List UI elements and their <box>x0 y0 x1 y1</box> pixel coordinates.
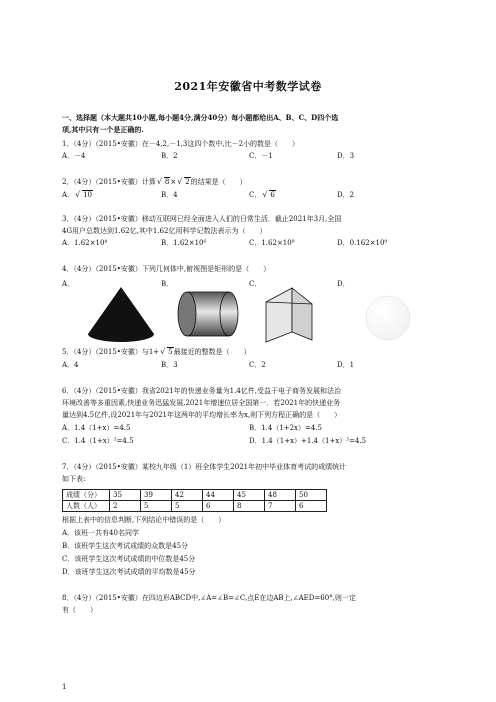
q3-stem-line2: 4G用户总数达到1.62亿,其中1.62亿用科学记数法表示为（ ） <box>62 227 267 235</box>
q5-option-a: A．4 <box>62 361 79 369</box>
table-cell: 成绩（分） <box>63 490 110 501</box>
section-heading <box>62 112 438 136</box>
q3-option-d: D．0.162×10⁹ <box>337 239 388 247</box>
q5-stem: 5．（4分）（2015•安徽）与1+√ 5最接近的整数是（ ） <box>62 347 251 358</box>
table-cell: 7 <box>265 501 296 512</box>
q7-stem-line1: 7．（4分）（2015•安徽）某校九年级（1）班全体学生2021年初中毕业体育考试的成绩统计 <box>62 463 347 471</box>
sphere-figure <box>362 292 414 344</box>
table-cell: 50 <box>296 490 327 501</box>
table-row <box>63 501 327 512</box>
q6-stem-line1: 6．（4分）（2015•安徽）我省2021年的快递业务量为1.4亿件,受益于电子商务发展和法治 <box>62 387 342 395</box>
cylinder-figure <box>177 288 243 342</box>
q8-stem-line2: 有（ ） <box>62 606 97 614</box>
q4-stem: 4．（4分）（2015•安徽）下列几何体中,俯视图是矩形的是（ ） <box>62 265 271 273</box>
table-cell: 2 <box>110 501 141 512</box>
q8-stem-line1: 8．（4分）（2015•安徽）在四边形ABCD中,∠A=∠B=∠C,点E在边AB上,∠AED=60°,则一定 <box>62 594 356 602</box>
q1-option-d: D．3 <box>337 152 355 160</box>
q6-option-b: B．1.4（1+2x）=4.5 <box>249 424 322 432</box>
q2-option-b: B．4 <box>161 191 178 199</box>
q5-option-d: D．1 <box>337 361 355 369</box>
q2-stem-pre: 2．（4分）（2015•安徽）计算 <box>62 178 156 186</box>
q7-option-c: C．该班学生这次考试成绩的中位数是45分 <box>62 555 196 563</box>
q2-option-d: D．2 <box>337 191 355 199</box>
table-row <box>63 490 327 501</box>
table-cell: 5 <box>172 501 203 512</box>
q5-option-c: C．2 <box>249 361 266 369</box>
q2-option-a: A．√ 10 <box>62 190 93 201</box>
page-number: 1 <box>62 683 67 691</box>
q6-stem-line3: 量达到4.5亿件,设2021年与2021年这两年的平均增长率为x,则下列方程正确的是（ ） <box>62 411 342 419</box>
q4-option-d: D． <box>337 280 350 288</box>
q6-option-d: D．1.4（1+x）+1.4（1+x）²=4.5 <box>249 437 367 445</box>
q7-stem-line2: 如下表: <box>62 475 86 483</box>
q7-option-b: B．该班学生这次考试成绩的众数是45分 <box>62 542 189 550</box>
q2-radical-1: √ 8 <box>157 177 170 188</box>
triangular-prism-figure <box>258 284 318 346</box>
q3-option-b: B．1.62×10⁶ <box>161 239 207 247</box>
q1-option-b: B．2 <box>161 152 178 160</box>
table-cell: 8 <box>234 501 265 512</box>
table-cell: 人数（人） <box>63 501 110 512</box>
q5-radical: √ 5 <box>160 347 173 358</box>
q6-option-a: A．1.4（1+x）=4.5 <box>62 424 131 432</box>
score-table <box>62 489 327 512</box>
q4-option-b: B． <box>161 280 174 288</box>
page-title: 2021年安徽省中考数学试卷 <box>174 80 322 93</box>
q7-after-table: 根据上表中的信息判断,下列结论中错误的是（ ） <box>62 516 226 524</box>
q7-option-d: D．该班学生这次考试成绩的平均数是45分 <box>62 568 196 576</box>
section-heading-line2: 项,其中只有一个是正确的. <box>62 125 144 134</box>
q6-option-c: C．1.4（1+x）²=4.5 <box>62 437 134 445</box>
q1-option-c: C．－1 <box>249 152 273 160</box>
table-cell: 42 <box>172 490 203 501</box>
q2-stem <box>62 177 247 188</box>
cone-figure <box>86 285 156 345</box>
q4-option-c: C． <box>249 280 262 288</box>
q7-option-a: A．该班一共有40名同学 <box>62 529 139 537</box>
q3-stem-line1: 3．（4分）（2015•安徽）移动互联网已经全面进入人们的日常生活．截止2021年3月,全国 <box>62 215 342 223</box>
table-cell: 5 <box>141 501 172 512</box>
q2-radical-2: √ 2 <box>177 177 190 188</box>
q2-times: × <box>170 178 177 186</box>
q3-option-a: A．1.62×10⁴ <box>62 239 108 247</box>
table-cell: 45 <box>234 490 265 501</box>
table-cell: 44 <box>203 490 234 501</box>
q1-stem: 1．（4分）（2015•安徽）在－4,2,－1,3这四个数中,比－2小的数是（ ） <box>62 140 300 148</box>
q2-stem-post: 的结果是（ ） <box>190 178 247 186</box>
q1-option-a: A．－4 <box>62 152 86 160</box>
table-cell: 39 <box>141 490 172 501</box>
q6-stem-line2: 环境改善等多重因素,快递业务迅猛发展,2021年增速位居全国第一．若2021年的快递业务 <box>62 399 341 407</box>
table-cell: 48 <box>265 490 296 501</box>
table-cell: 35 <box>110 490 141 501</box>
q3-option-c: C．1.62×10⁸ <box>249 239 295 247</box>
table-cell: 6 <box>296 501 327 512</box>
q4-option-a: A． <box>62 280 75 288</box>
table-cell: 6 <box>203 501 234 512</box>
q2-option-c: C．√ 6 <box>249 190 276 201</box>
section-heading-line1: 一、选择题（本大题共10小题,每小题4分,满分40分）每小题都给出A、B、C、D四个选 <box>62 113 339 122</box>
q5-option-b: B．3 <box>161 361 178 369</box>
